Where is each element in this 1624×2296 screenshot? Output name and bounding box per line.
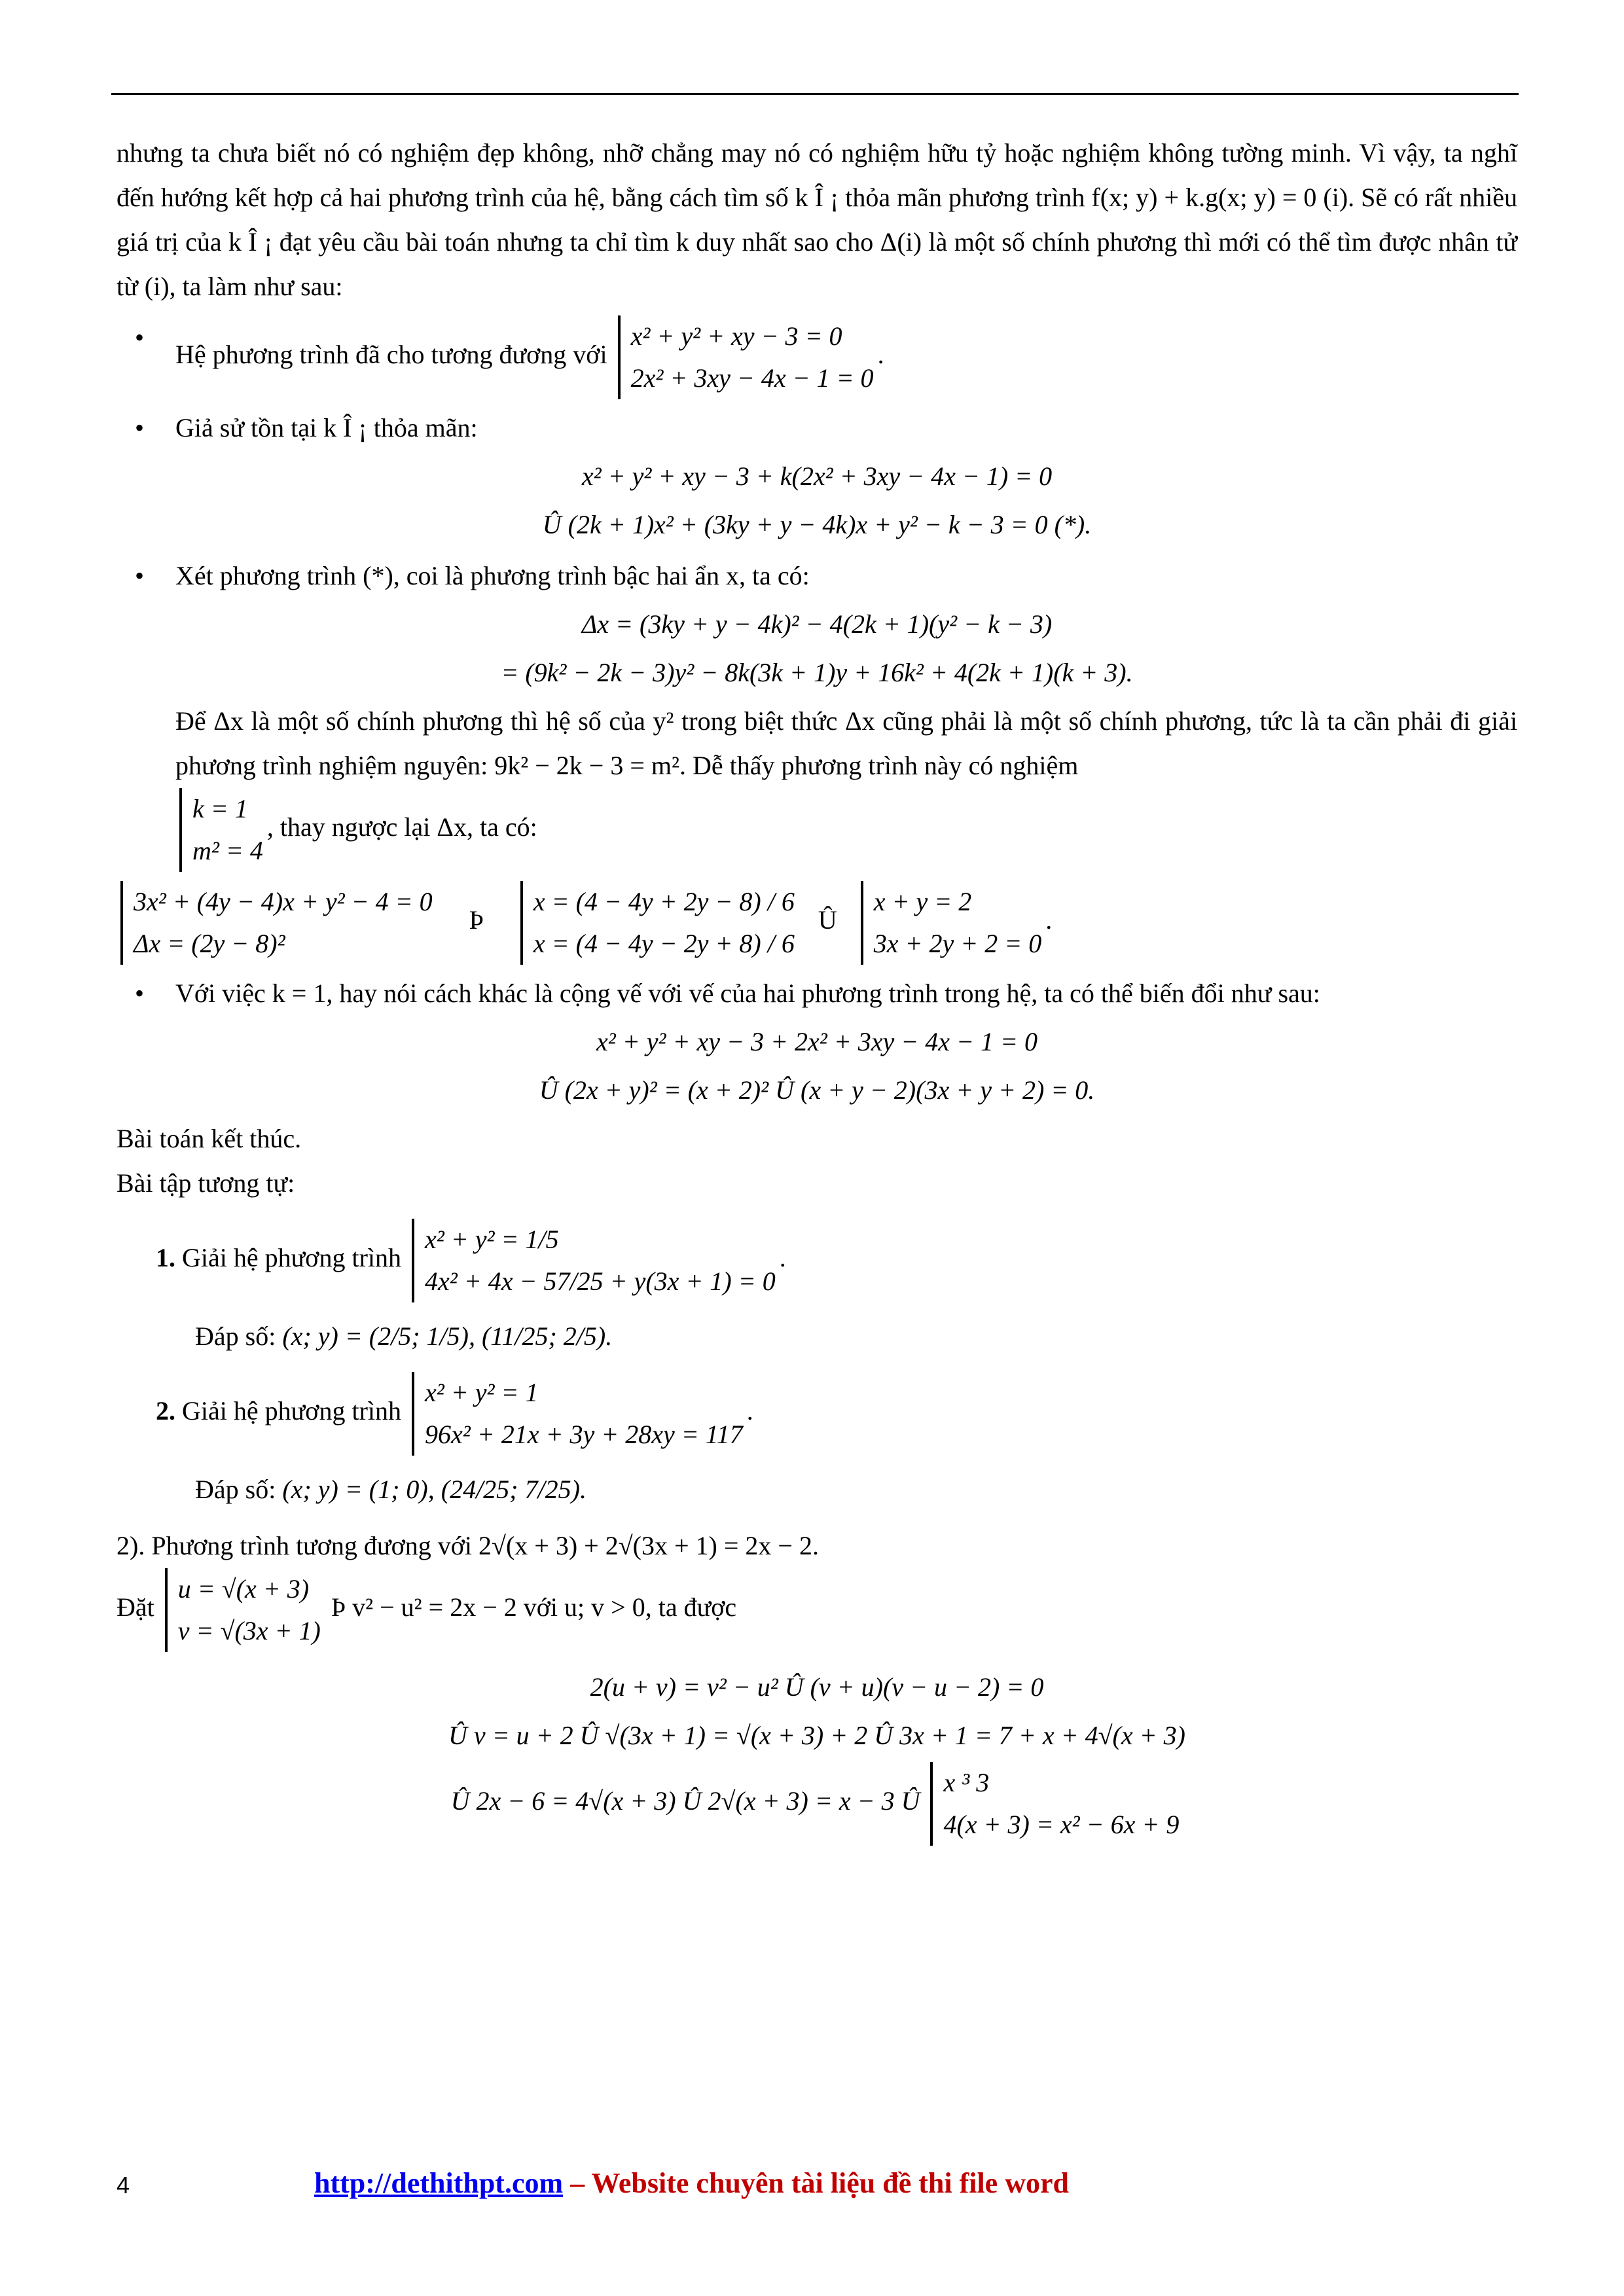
system-line: x² + y² + xy − 3 = 0 xyxy=(630,321,842,351)
bullet-system xyxy=(117,315,1517,399)
answer-value: (x; y) = (2/5; 1/5), (11/25; 2/5). xyxy=(282,1321,613,1351)
equation: Û (2x + y)² = (x + 2)² Û (x + y − 2)(3x + y + 2) = 0. xyxy=(539,1075,1095,1105)
footer-tail: – Website chuyên tài liệu đề thi file word xyxy=(563,2167,1069,2199)
exercises-heading: Bài tập tương tự: xyxy=(117,1168,295,1198)
system-line: 96x² + 21x + 3y + 28xy = 117 xyxy=(425,1420,743,1449)
system-line: u = √(x + 3) xyxy=(177,1574,310,1604)
punct: . xyxy=(1045,905,1053,935)
substitution-row xyxy=(117,1568,1517,1652)
system-line: x = (4 − 4y − 2y + 8) / 6 xyxy=(533,929,795,958)
system-line: x² + y² = 1 xyxy=(425,1378,539,1407)
exercise-1 xyxy=(156,1219,1517,1302)
system-line: 4(x + 3) = x² − 6x + 9 xyxy=(943,1810,1180,1839)
exercise-text: Giải hệ phương trình xyxy=(182,1243,401,1273)
punct: . xyxy=(746,1396,753,1426)
equation-row xyxy=(117,1762,1517,1846)
intro-paragraph: nhưng ta chưa biết nó có nghiệm đẹp không, nhỡ chẳng may nó có nghiệm hữu tỷ hoặc nghiệm không tường minh. Vì vậy, ta nghĩ đến hướng kết hợp cả hai phương trình của hệ, bằng cách tìm số k Î ¡ thỏa mãn phương trình f(x; y) + k.g(x; y) = 0 (i). Sẽ có rất nhiều giá trị của k Î ¡ đạt yêu cầu bài toán nhưng ta chỉ tìm k duy nhất sao cho Δ(i) là một số chính phương thì mới có thể tìm được nhân tử từ (i), ta làm như sau: xyxy=(117,138,1517,301)
system-line: m² = 4 xyxy=(192,836,263,865)
equation: Δx = (3ky + y − 4k)² − 4(2k + 1)(y² − k − 3) xyxy=(581,609,1053,639)
punct: . xyxy=(877,340,884,370)
system-line: x² + y² = 1/5 xyxy=(425,1225,559,1254)
answer-label: Đáp số: xyxy=(195,1321,276,1351)
system-line: x ³ 3 xyxy=(943,1768,990,1797)
discriminant-paragraph: Để Δx là một số chính phương thì hệ số của y² trong biệt thức Δx cũng phải là một số chính phương, tức là ta cần phải đi giải phương trình nghiệm nguyên: 9k² − 2k − 3 = m². Dễ thấy phương trình này có nghiệm xyxy=(175,706,1517,780)
equiv-symbol: Û xyxy=(818,905,837,935)
conclusion-text: Bài toán kết thúc. xyxy=(117,1124,302,1153)
system-line: 2x² + 3xy − 4x − 1 = 0 xyxy=(630,363,874,393)
equation: Û (2k + 1)x² + (3ky + y − 4k)x + y² − k − 3 = 0 (*). xyxy=(542,510,1092,539)
system-brace xyxy=(618,315,874,399)
equation: = (9k² − 2k − 3)y² − 8k(3k + 1)y + 16k² + 4(2k + 1)(k + 3). xyxy=(501,658,1133,687)
bullet-text: Hệ phương trình đã cho tương đương với xyxy=(175,340,607,370)
answer-1 xyxy=(195,1314,1517,1359)
header-rule xyxy=(111,93,1519,95)
footer-link[interactable]: http://dethithpt.com xyxy=(314,2167,564,2199)
equation: x² + y² + xy − 3 + 2x² + 3xy − 4x − 1 = 0 xyxy=(596,1027,1038,1056)
text: , thay ngược lại Δx, ta có: xyxy=(266,812,537,842)
equation: 2(u + v) = v² − u² Û (v + u)(v − u − 2) = 0 xyxy=(590,1672,1044,1702)
part2-paragraph: 2). Phương trình tương đương với 2√(x + 3) + 2√(3x + 1) = 2x − 2. xyxy=(117,1531,819,1560)
bullet-text: Xét phương trình (*), coi là phương trình bậc hai ẩn x, ta có: xyxy=(175,561,810,590)
answer-label: Đáp số: xyxy=(195,1475,276,1504)
bullet-text: Với việc k = 1, hay nói cách khác là cộng vế với vế của hai phương trình trong hệ, ta có thể biến đổi như sau: xyxy=(175,978,1320,1008)
system-brace xyxy=(179,788,263,872)
answer-value: (x; y) = (1; 0), (24/25; 7/25). xyxy=(282,1475,586,1504)
system-brace xyxy=(120,881,433,965)
bullet-quadratic xyxy=(117,554,1517,598)
solution-row xyxy=(175,788,1517,872)
exercise-text: Giải hệ phương trình xyxy=(182,1396,401,1426)
equation: x² + y² + xy − 3 + k(2x² + 3xy − 4x − 1) = 0 xyxy=(581,461,1053,491)
answer-2 xyxy=(195,1467,1517,1512)
bullet-k-equals-one xyxy=(117,971,1517,1016)
system-brace xyxy=(412,1372,743,1456)
footer xyxy=(314,2166,1069,2200)
equation: Û 2x − 6 = 4√(x + 3) Û 2√(x + 3) = x − 3 Û xyxy=(450,1786,920,1816)
equation: Û v = u + 2 Û √(3x + 1) = √(x + 3) + 2 Û 3x + 1 = 7 + x + 4√(x + 3) xyxy=(448,1721,1185,1750)
bullet-assume xyxy=(117,406,1517,450)
punct: . xyxy=(779,1243,786,1273)
system-line: x = (4 − 4y + 2y − 8) / 6 xyxy=(533,887,795,916)
system-brace xyxy=(520,881,795,965)
bullet-text: Giả sử tồn tại k Î ¡ thỏa mãn: xyxy=(175,413,478,442)
system-line: 4x² + 4x − 57/25 + y(3x + 1) = 0 xyxy=(425,1266,776,1296)
system-line: 3x² + (4y − 4)x + y² − 4 = 0 xyxy=(134,887,433,916)
text: Þ v² − u² = 2x − 2 với u; v > 0, ta được xyxy=(331,1592,737,1623)
system-brace xyxy=(861,881,1041,965)
system-line: Δx = (2y − 8)² xyxy=(134,929,285,958)
system-line: 3x + 2y + 2 = 0 xyxy=(873,929,1042,958)
dat-label: Đặt xyxy=(117,1592,154,1623)
implies-symbol: Þ xyxy=(469,905,484,935)
exercise-2 xyxy=(156,1372,1517,1456)
system-line: v = √(3x + 1) xyxy=(177,1616,321,1645)
page-number: 4 xyxy=(117,2172,130,2198)
exercise-number: 1. xyxy=(156,1243,175,1273)
system-line: k = 1 xyxy=(192,794,248,823)
document-body xyxy=(117,131,1517,1850)
system-brace xyxy=(165,1568,321,1652)
system-chain xyxy=(117,881,1517,965)
exercise-number: 2. xyxy=(156,1396,175,1426)
system-brace xyxy=(930,1762,1179,1846)
system-line: x + y = 2 xyxy=(873,887,972,916)
system-brace xyxy=(412,1219,776,1302)
